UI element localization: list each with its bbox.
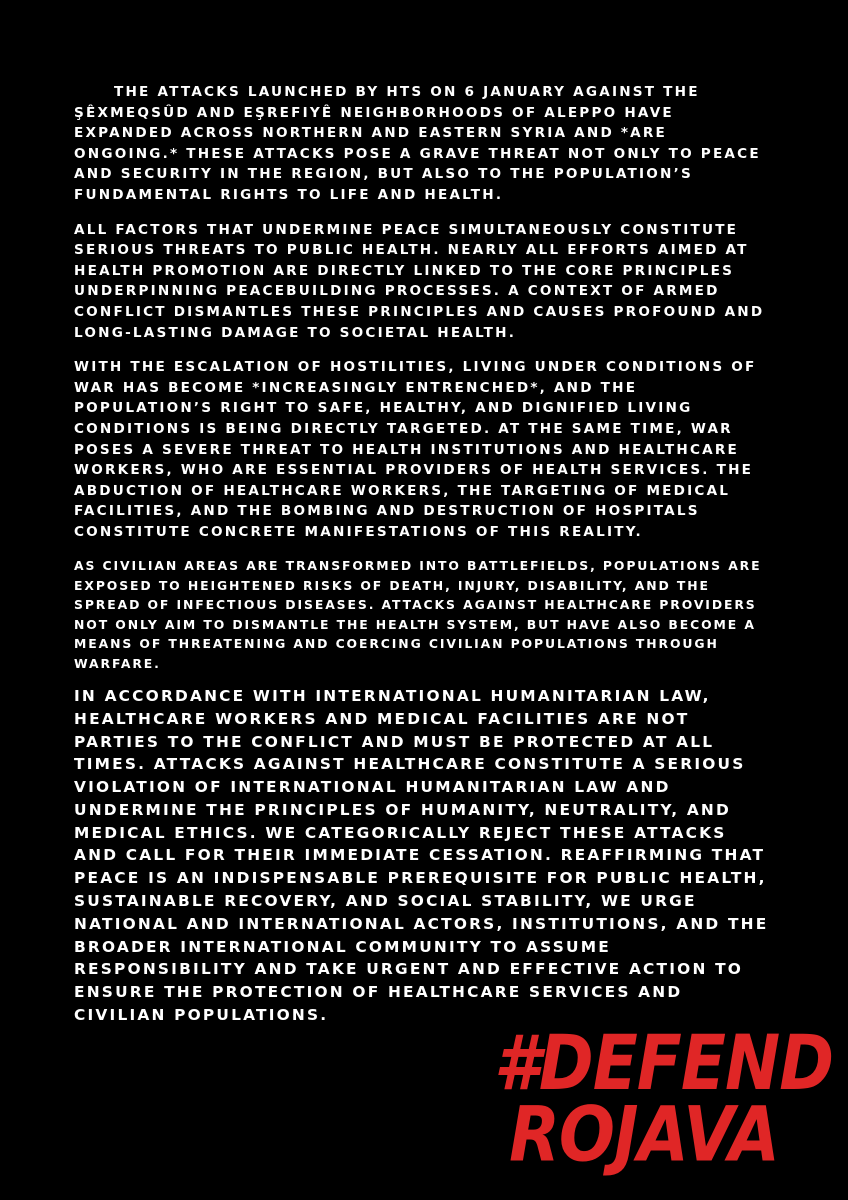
defend-rojava-hashtag <box>494 1018 833 1179</box>
hashtag-line-1: #DEFEND <box>494 1018 833 1108</box>
paragraph-3: WITH THE ESCALATION OF HOSTILITIES, LIVING UNDER CONDITIONS OF WAR HAS BECOME *INCREASINGLY ENTRENCHED*, AND THE POPULATION’S RIGHT TO SAFE, HEALTHY, AND DIGNIFIED LIVING CONDITIONS IS BEING DIRECTLY TARGETED. AT THE SAME TIME, WAR POSES A SEVERE THREAT TO HEALTH INSTITUTIONS AND HEALTHCARE WORKERS, WHO ARE ESSENTIAL PROVIDERS OF HEALTH SERVICES. THE ABDUCTION OF HEALTHCARE WORKERS, THE TARGETING OF MEDICAL FACILITIES, AND THE BOMBING AND DESTRUCTION OF HOSPITALS CONSTITUTE CONCRETE MANIFESTATIONS OF THIS REALITY. <box>74 359 757 540</box>
statement-body <box>74 82 774 1027</box>
paragraph-1: THE ATTACKS LAUNCHED BY HTS ON 6 JANUARY AGAINST THE ŞÊXMEQSÛD AND EŞREFIYÊ NEIGHBORHOODS OF ALEPPO HAVE EXPANDED ACROSS NORTHERN AND EASTERN SYRIA AND *ARE ONGOING.* THESE ATTACKS POSE A GRAVE THREAT NOT ONLY TO PEACE AND SECURITY IN THE REGION, BUT ALSO TO THE POPULATION’S FUNDAMENTAL RIGHTS TO LIFE AND HEALTH. <box>74 84 761 203</box>
paragraph-5: IN ACCORDANCE WITH INTERNATIONAL HUMANITARIAN LAW, HEALTHCARE WORKERS AND MEDICAL FACILITIES ARE NOT PARTIES TO THE CONFLICT AND MUST BE PROTECTED AT ALL TIMES. ATTACKS AGAINST HEALTHCARE CONSTITUTE A SERIOUS VIOLATION OF INTERNATIONAL HUMANITARIAN LAW AND UNDERMINE THE PRINCIPLES OF HUMANITY, NEUTRALITY, AND MEDICAL ETHICS. WE CATEGORICALLY REJECT THESE ATTACKS AND CALL FOR THEIR IMMEDIATE CESSATION. REAFFIRMING THAT PEACE IS AN INDISPENSABLE PREREQUISITE FOR PUBLIC HEALTH, SUSTAINABLE RECOVERY, AND SOCIAL STABILITY, WE URGE NATIONAL AND INTERNATIONAL ACTORS, INSTITUTIONS, AND THE BROADER INTERNATIONAL COMMUNITY TO ASSUME RESPONSIBILITY AND TAKE URGENT AND EFFECTIVE ACTION TO ENSURE THE PROTECTION OF HEALTHCARE SERVICES AND CIVILIAN POPULATIONS. <box>74 686 769 1025</box>
hashtag-line-2: ROJAVA <box>509 1090 779 1179</box>
paragraph-4: AS CIVILIAN AREAS ARE TRANSFORMED INTO BATTLEFIELDS, POPULATIONS ARE EXPOSED TO HEIGHTENED RISKS OF DEATH, INJURY, DISABILITY, AND THE SPREAD OF INFECTIOUS DISEASES. ATTACKS AGAINST HEALTHCARE PROVIDERS NOT ONLY AIM TO DISMANTLE THE HEALTH SYSTEM, BUT HAVE ALSO BECOME A MEANS OF THREATENING AND COERCING CIVILIAN POPULATIONS THROUGH WARFARE. <box>74 558 762 671</box>
paragraph-2: ALL FACTORS THAT UNDERMINE PEACE SIMULTANEOUSLY CONSTITUTE SERIOUS THREATS TO PUBLIC HEALTH. NEARLY ALL EFFORTS AIMED AT HEALTH PROMOTION ARE DIRECTLY LINKED TO THE CORE PRINCIPLES UNDERPINNING PEACEBUILDING PROCESSES. A CONTEXT OF ARMED CONFLICT DISMANTLES THESE PRINCIPLES AND CAUSES PROFOUND AND LONG-LASTING DAMAGE TO SOCIETAL HEALTH. <box>74 221 765 341</box>
